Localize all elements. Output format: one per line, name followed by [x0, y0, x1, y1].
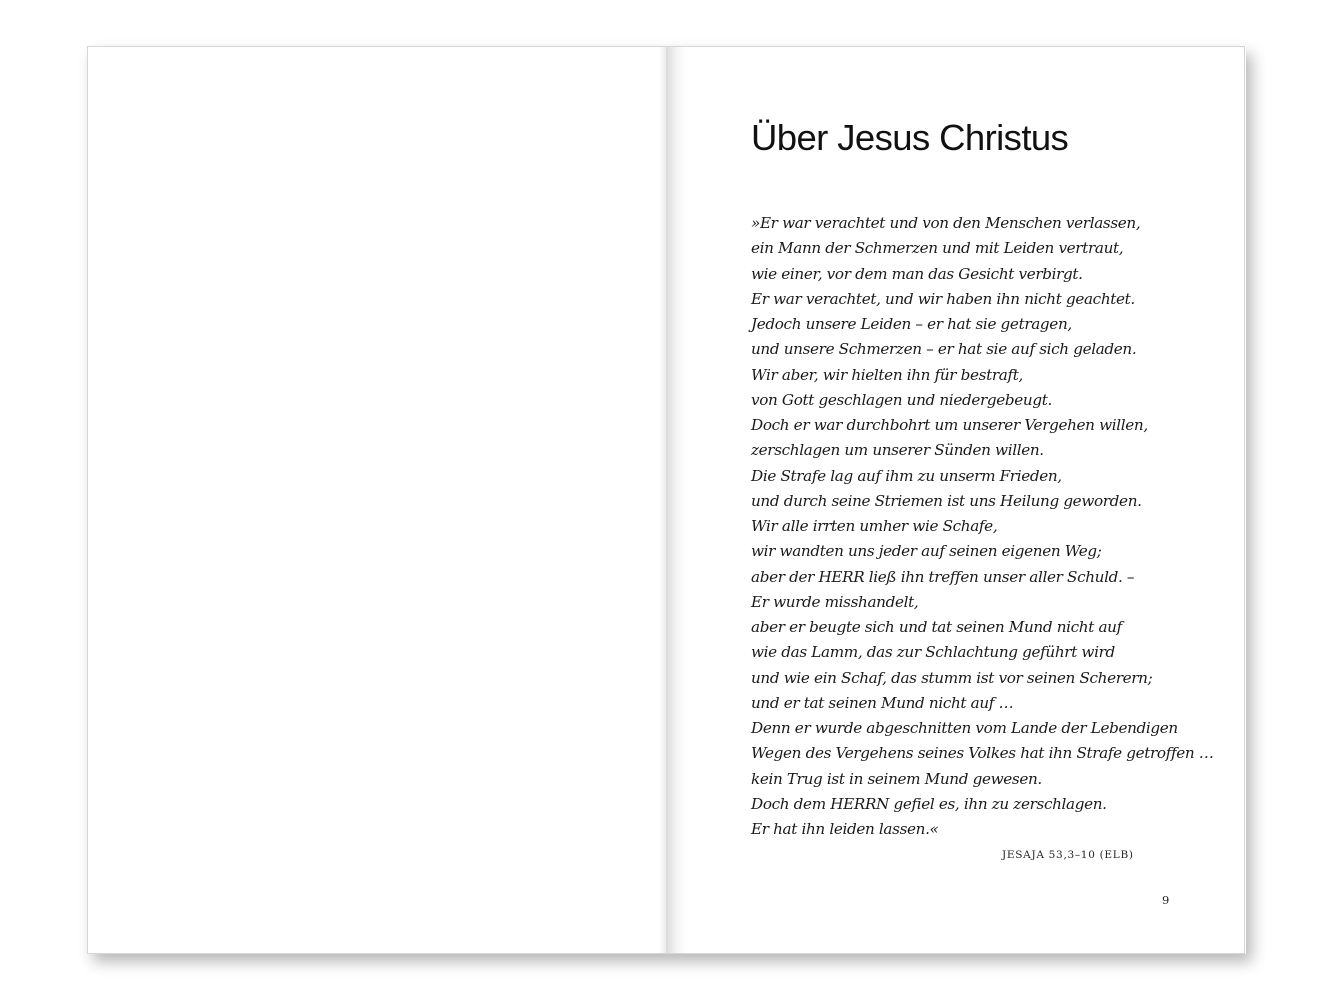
poem-line: Denn er wurde abgeschnitten vom Lande der Lebendigen — [751, 719, 1178, 737]
poem-line: aber der HERR ließ ihn treffen unser aller Schuld. – — [751, 567, 1135, 586]
poem-line: und unsere Schmerzen – er hat sie auf sich geladen. — [751, 340, 1137, 359]
left-page — [87, 46, 666, 954]
poem-line: »Er war verachtet und von den Menschen verlassen, — [751, 214, 1141, 232]
poem-line: aber er beugte sich und tat seinen Mund nicht auf — [751, 618, 1122, 636]
scripture-quote — [751, 211, 1214, 842]
poem-line: zerschlagen um unserer Sünden willen. — [751, 441, 1044, 460]
book-spread — [87, 46, 1246, 954]
poem-line: Doch er war durchbohrt um unserer Vergehen willen, — [751, 416, 1148, 434]
poem-line: kein Trug ist in seinem Mund gewesen. — [751, 769, 1042, 788]
poem-line: Er hat ihn leiden lassen.« — [751, 820, 939, 838]
poem-line: wie das Lamm, das zur Schlachtung geführt wird — [751, 643, 1115, 662]
poem-line: wir wandten uns jeder auf seinen eigenen Weg; — [751, 542, 1102, 561]
page-number: 9 — [1162, 893, 1170, 907]
scripture-reference: JESAJA 53,3–10 (ELB) — [1002, 849, 1134, 861]
poem-line: Die Strafe lag auf ihm zu unserm Frieden, — [751, 466, 1062, 485]
poem-line: und wie ein Schaf, das stumm ist vor seinen Scherern; — [751, 668, 1153, 687]
poem-line: Wegen des Vergehens seines Volkes hat ihn Strafe getroffen … — [751, 744, 1214, 763]
poem-line: Wir aber, wir hielten ihn für bestraft, — [751, 365, 1023, 384]
poem-line: Er wurde misshandelt, — [751, 592, 919, 611]
poem-line: und er tat seinen Mund nicht auf … — [751, 693, 1014, 712]
poem-line: und durch seine Striemen ist uns Heilung geworden. — [751, 491, 1142, 510]
poem-line: wie einer, vor dem man das Gesicht verbirgt. — [751, 264, 1083, 283]
poem-line: Wir alle irrten umher wie Schafe, — [751, 517, 998, 535]
poem-line: von Gott geschlagen und niedergebeugt. — [751, 390, 1052, 409]
poem-line: ein Mann der Schmerzen und mit Leiden vertraut, — [751, 239, 1124, 258]
poem-line: Jedoch unsere Leiden – er hat sie getragen, — [751, 315, 1072, 333]
left-gutter-shadow — [658, 47, 666, 953]
right-page — [666, 46, 1245, 954]
right-gutter-shadow — [666, 47, 686, 953]
page-title: Über Jesus Christus — [751, 117, 1069, 158]
poem-line: Er war verachtet, und wir haben ihn nicht geachtet. — [751, 289, 1135, 308]
poem-line: Doch dem HERRN gefiel es, ihn zu zerschlagen. — [751, 794, 1107, 813]
